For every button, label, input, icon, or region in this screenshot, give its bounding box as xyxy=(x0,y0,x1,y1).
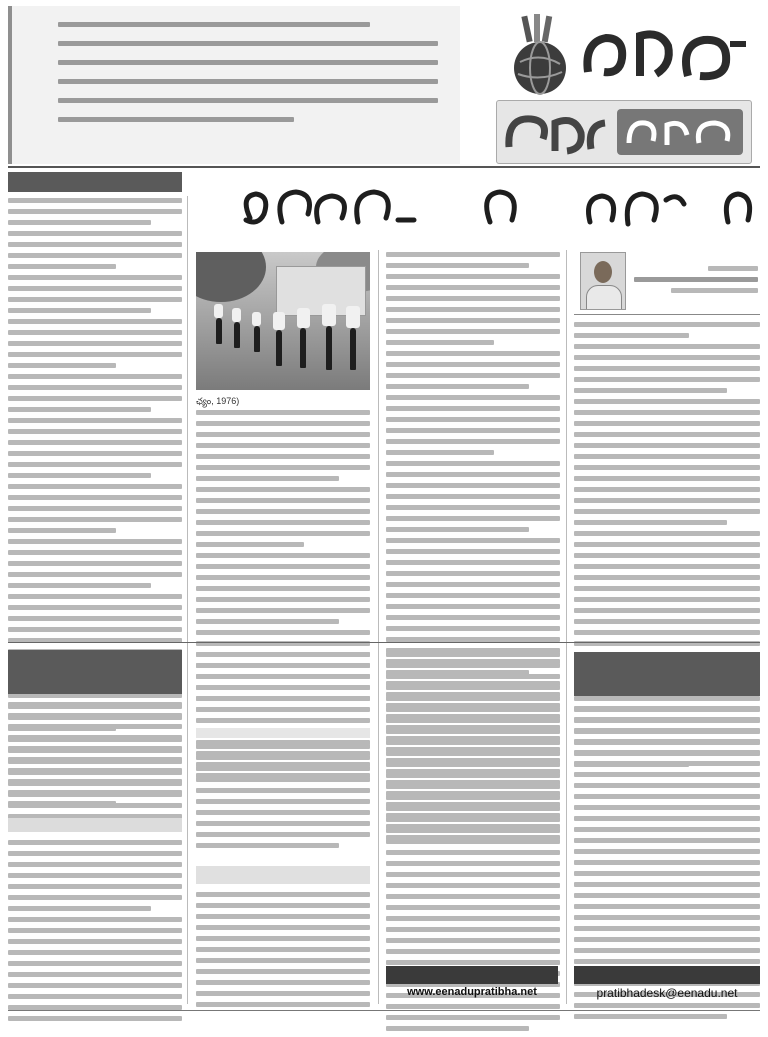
text-line xyxy=(8,198,182,203)
text-line xyxy=(196,531,370,536)
text-line xyxy=(574,476,760,481)
pratibha-logotype xyxy=(580,24,750,86)
text-line xyxy=(634,277,758,282)
text-line xyxy=(386,861,560,866)
special-wordmark xyxy=(623,113,737,151)
text-line xyxy=(8,627,182,632)
text-line xyxy=(8,779,182,784)
text-line xyxy=(386,593,560,598)
special-badge xyxy=(617,109,743,155)
text-line xyxy=(8,418,182,423)
text-line xyxy=(196,892,370,897)
text-line xyxy=(196,969,370,974)
text-line xyxy=(386,527,529,532)
text-line xyxy=(386,718,560,723)
text-line xyxy=(8,440,182,445)
text-line xyxy=(386,417,560,422)
text-line xyxy=(8,462,182,467)
text-line xyxy=(386,927,560,932)
text-line xyxy=(386,762,560,767)
column-rule xyxy=(187,196,188,1004)
text-line xyxy=(574,1014,727,1019)
text-line xyxy=(8,917,182,922)
text-line xyxy=(574,487,760,492)
text-line xyxy=(8,352,182,357)
text-line xyxy=(386,685,560,690)
text-line xyxy=(386,274,560,279)
text-line xyxy=(574,926,760,931)
text-line xyxy=(8,895,182,900)
column-heading-bar xyxy=(8,172,182,192)
lower-center-left-text-3 xyxy=(196,892,370,1013)
column-rule xyxy=(566,250,567,1004)
text-line xyxy=(574,750,760,755)
text-line xyxy=(386,582,560,587)
subheading-band xyxy=(196,866,370,884)
text-line xyxy=(386,817,560,822)
text-line xyxy=(196,755,370,760)
students-photo xyxy=(196,252,370,390)
text-line xyxy=(386,707,560,712)
text-line xyxy=(8,862,182,867)
text-line xyxy=(386,795,560,800)
text-line xyxy=(574,344,760,349)
text-line xyxy=(386,784,560,789)
text-line xyxy=(386,472,560,477)
text-line xyxy=(386,340,494,345)
text-line xyxy=(8,495,182,500)
text-line xyxy=(8,473,151,478)
text-line xyxy=(574,849,760,854)
text-line xyxy=(196,980,370,985)
lower-center-left-text-2 xyxy=(196,744,370,854)
text-line xyxy=(574,465,760,470)
text-line xyxy=(196,685,370,690)
text-line xyxy=(708,266,758,271)
teaser-box xyxy=(8,6,460,164)
text-line xyxy=(58,41,438,46)
text-line xyxy=(574,553,760,558)
text-line xyxy=(8,840,182,845)
text-line xyxy=(8,961,182,966)
text-line xyxy=(196,674,370,679)
section-heading-bar xyxy=(574,652,760,696)
text-line xyxy=(196,498,370,503)
text-line xyxy=(196,843,339,848)
text-line xyxy=(8,994,182,999)
text-line xyxy=(8,801,116,806)
masthead xyxy=(488,6,758,164)
text-line xyxy=(58,60,438,65)
text-line xyxy=(671,288,758,293)
text-line xyxy=(574,816,760,821)
text-line xyxy=(574,696,760,701)
text-line xyxy=(196,696,370,701)
author-photo xyxy=(580,252,626,310)
text-line xyxy=(8,253,182,258)
text-line xyxy=(574,805,760,810)
section-heading-bar xyxy=(8,650,182,694)
text-line xyxy=(386,828,560,833)
text-line xyxy=(8,451,182,456)
text-line xyxy=(8,330,182,335)
text-line xyxy=(196,925,370,930)
text-line xyxy=(8,297,182,302)
text-line xyxy=(386,696,560,701)
text-line xyxy=(196,788,370,793)
text-line xyxy=(574,377,760,382)
text-line xyxy=(8,561,182,566)
text-line xyxy=(574,388,727,393)
author-box xyxy=(574,252,760,312)
subheading-band xyxy=(8,818,182,832)
text-line xyxy=(196,903,370,908)
text-line xyxy=(196,652,370,657)
text-line xyxy=(386,252,560,257)
text-line xyxy=(574,959,760,964)
text-line xyxy=(196,744,370,749)
text-line xyxy=(196,597,370,602)
text-line xyxy=(8,616,182,621)
text-line xyxy=(8,363,116,368)
lower-left-text-2 xyxy=(8,840,182,1027)
text-line xyxy=(386,949,560,954)
text-line xyxy=(8,583,151,588)
text-line xyxy=(196,766,370,771)
lower-center-left-text xyxy=(196,652,370,718)
text-line xyxy=(58,98,438,103)
text-line xyxy=(8,983,182,988)
text-line xyxy=(196,487,370,492)
text-line xyxy=(574,948,760,953)
text-line xyxy=(574,531,760,536)
text-line xyxy=(386,916,560,921)
text-line xyxy=(386,296,560,301)
text-line xyxy=(8,757,182,762)
text-line xyxy=(386,263,529,268)
text-line xyxy=(574,564,760,569)
header-rule xyxy=(8,166,760,168)
text-line xyxy=(196,476,339,481)
text-line xyxy=(386,329,560,334)
text-line xyxy=(386,663,560,668)
text-line xyxy=(8,1016,182,1021)
text-line xyxy=(574,783,760,788)
text-line xyxy=(386,905,560,910)
text-line xyxy=(386,872,560,877)
text-line xyxy=(386,494,560,499)
year-fragment: ఛ్యం, 1976) xyxy=(196,396,240,406)
text-line xyxy=(196,564,370,569)
text-line xyxy=(574,586,760,591)
text-line xyxy=(574,838,760,843)
text-line xyxy=(574,542,760,547)
text-line xyxy=(386,751,560,756)
text-line xyxy=(574,608,760,613)
text-line xyxy=(574,937,760,942)
text-line xyxy=(574,498,760,503)
text-line xyxy=(196,443,370,448)
text-line xyxy=(574,410,760,415)
text-line xyxy=(196,777,370,782)
text-line xyxy=(574,717,760,722)
text-line xyxy=(574,575,760,580)
lower-left-text xyxy=(8,702,182,812)
text-line xyxy=(386,626,560,631)
text-line xyxy=(196,947,370,952)
text-line xyxy=(196,454,370,459)
text-line xyxy=(8,572,182,577)
text-line xyxy=(196,509,370,514)
text-line xyxy=(196,810,370,815)
text-line xyxy=(386,894,560,899)
text-line xyxy=(8,231,182,236)
text-line xyxy=(8,220,151,225)
text-line xyxy=(196,608,370,613)
text-line xyxy=(8,550,182,555)
text-line xyxy=(196,914,370,919)
text-line xyxy=(386,307,560,312)
teaser-text-block xyxy=(58,22,438,128)
text-line xyxy=(574,454,760,459)
text-line xyxy=(386,428,560,433)
text-line xyxy=(8,308,151,313)
text-line xyxy=(8,484,182,489)
text-line xyxy=(574,443,760,448)
text-line xyxy=(196,542,304,547)
text-line xyxy=(386,806,560,811)
section-rule xyxy=(8,642,760,643)
author-rule xyxy=(574,314,760,315)
text-line xyxy=(8,972,182,977)
text-line xyxy=(386,1015,560,1020)
text-line xyxy=(8,768,182,773)
email-link[interactable]: pratibhadesk@eenadu.net xyxy=(596,986,738,1000)
text-line xyxy=(196,421,370,426)
text-line xyxy=(196,619,339,624)
headline xyxy=(190,174,760,244)
text-line xyxy=(574,355,760,360)
text-line xyxy=(196,465,370,470)
text-line xyxy=(574,597,760,602)
text-line xyxy=(196,821,370,826)
text-line xyxy=(386,729,560,734)
text-line xyxy=(574,915,760,920)
text-line xyxy=(386,318,560,323)
text-line xyxy=(8,429,182,434)
text-line xyxy=(8,873,182,878)
text-line xyxy=(8,906,151,911)
text-line xyxy=(574,421,760,426)
text-line xyxy=(574,520,727,525)
text-line xyxy=(386,652,560,657)
text-line xyxy=(8,724,182,729)
text-line xyxy=(574,794,760,799)
text-line xyxy=(386,285,560,290)
text-line xyxy=(574,728,760,733)
text-line xyxy=(386,439,560,444)
groups-wordmark xyxy=(503,107,613,157)
text-line xyxy=(574,509,760,514)
text-line xyxy=(386,406,560,411)
text-line xyxy=(574,761,760,766)
text-line xyxy=(8,539,182,544)
groups-special-banner xyxy=(496,100,752,164)
text-line xyxy=(574,322,760,327)
text-line xyxy=(8,702,182,707)
text-line xyxy=(8,286,182,291)
text-line xyxy=(386,883,560,888)
text-line xyxy=(8,735,182,740)
text-line xyxy=(386,483,560,488)
text-line xyxy=(8,209,182,214)
text-line xyxy=(8,939,182,944)
text-line xyxy=(386,1026,529,1031)
text-line xyxy=(386,615,560,620)
text-line xyxy=(58,117,294,122)
text-line xyxy=(386,571,560,576)
text-line xyxy=(574,432,760,437)
text-line xyxy=(8,517,182,522)
text-line xyxy=(8,605,182,610)
text-line xyxy=(386,674,560,679)
text-line xyxy=(386,604,560,609)
author-credit xyxy=(634,266,758,299)
text-line xyxy=(8,950,182,955)
text-line xyxy=(8,275,182,280)
text-line xyxy=(574,706,760,711)
website-footer xyxy=(386,966,558,1000)
footer-block xyxy=(574,966,760,984)
text-line xyxy=(386,740,560,745)
text-line xyxy=(196,799,370,804)
text-line xyxy=(8,884,182,889)
text-line xyxy=(574,860,760,865)
text-line xyxy=(386,839,560,844)
text-line xyxy=(386,395,560,400)
footer-block xyxy=(386,966,558,984)
text-line xyxy=(8,374,182,379)
text-line xyxy=(386,938,560,943)
text-line xyxy=(574,882,760,887)
globe-books-icon xyxy=(506,12,574,96)
text-line xyxy=(8,528,116,533)
text-line xyxy=(8,341,182,346)
text-line xyxy=(8,851,182,856)
website-link[interactable]: www.eenadupratibha.net xyxy=(407,986,537,998)
text-line xyxy=(386,351,560,356)
text-line xyxy=(574,772,760,777)
text-line xyxy=(574,630,760,635)
text-line xyxy=(574,739,760,744)
text-line xyxy=(8,746,182,751)
text-line xyxy=(386,516,560,521)
column-rule xyxy=(378,250,379,1004)
text-line xyxy=(196,663,370,668)
text-line xyxy=(196,575,370,580)
divider-band xyxy=(196,728,370,738)
text-line xyxy=(574,893,760,898)
text-line xyxy=(196,707,304,712)
text-line xyxy=(196,432,370,437)
text-line xyxy=(196,553,370,558)
text-line xyxy=(574,333,689,338)
text-line xyxy=(8,506,182,511)
text-line xyxy=(386,384,529,389)
bottom-rule xyxy=(8,1010,760,1011)
text-line xyxy=(386,450,494,455)
text-line xyxy=(8,264,116,269)
text-line xyxy=(196,630,370,635)
text-line xyxy=(196,586,370,591)
text-line xyxy=(386,505,560,510)
text-line xyxy=(8,396,182,401)
text-line xyxy=(386,549,560,554)
email-footer xyxy=(574,966,760,1000)
text-line xyxy=(574,399,760,404)
text-line xyxy=(196,520,370,525)
text-line xyxy=(8,594,182,599)
text-line xyxy=(196,991,370,996)
text-line xyxy=(196,936,370,941)
text-line xyxy=(386,373,560,378)
text-line xyxy=(386,362,560,367)
text-line xyxy=(196,718,370,723)
text-line xyxy=(386,960,560,965)
text-line xyxy=(58,79,438,84)
text-line xyxy=(58,22,370,27)
text-line xyxy=(196,1002,370,1007)
text-line xyxy=(574,619,760,624)
text-line xyxy=(8,713,182,718)
text-line xyxy=(386,560,560,565)
text-line xyxy=(196,832,370,837)
text-line xyxy=(196,410,370,415)
text-line xyxy=(8,407,151,412)
text-line xyxy=(386,1004,560,1009)
text-line xyxy=(574,1003,760,1008)
text-line xyxy=(196,958,370,963)
text-line xyxy=(8,242,182,247)
text-line xyxy=(574,827,760,832)
text-line xyxy=(386,461,560,466)
text-line xyxy=(386,773,560,778)
text-line xyxy=(8,385,182,390)
text-line xyxy=(386,850,560,855)
text-line xyxy=(386,538,560,543)
text-line xyxy=(8,790,182,795)
text-line xyxy=(574,904,760,909)
text-line xyxy=(8,319,182,324)
text-line xyxy=(574,871,760,876)
text-line xyxy=(8,928,182,933)
text-line xyxy=(574,366,760,371)
